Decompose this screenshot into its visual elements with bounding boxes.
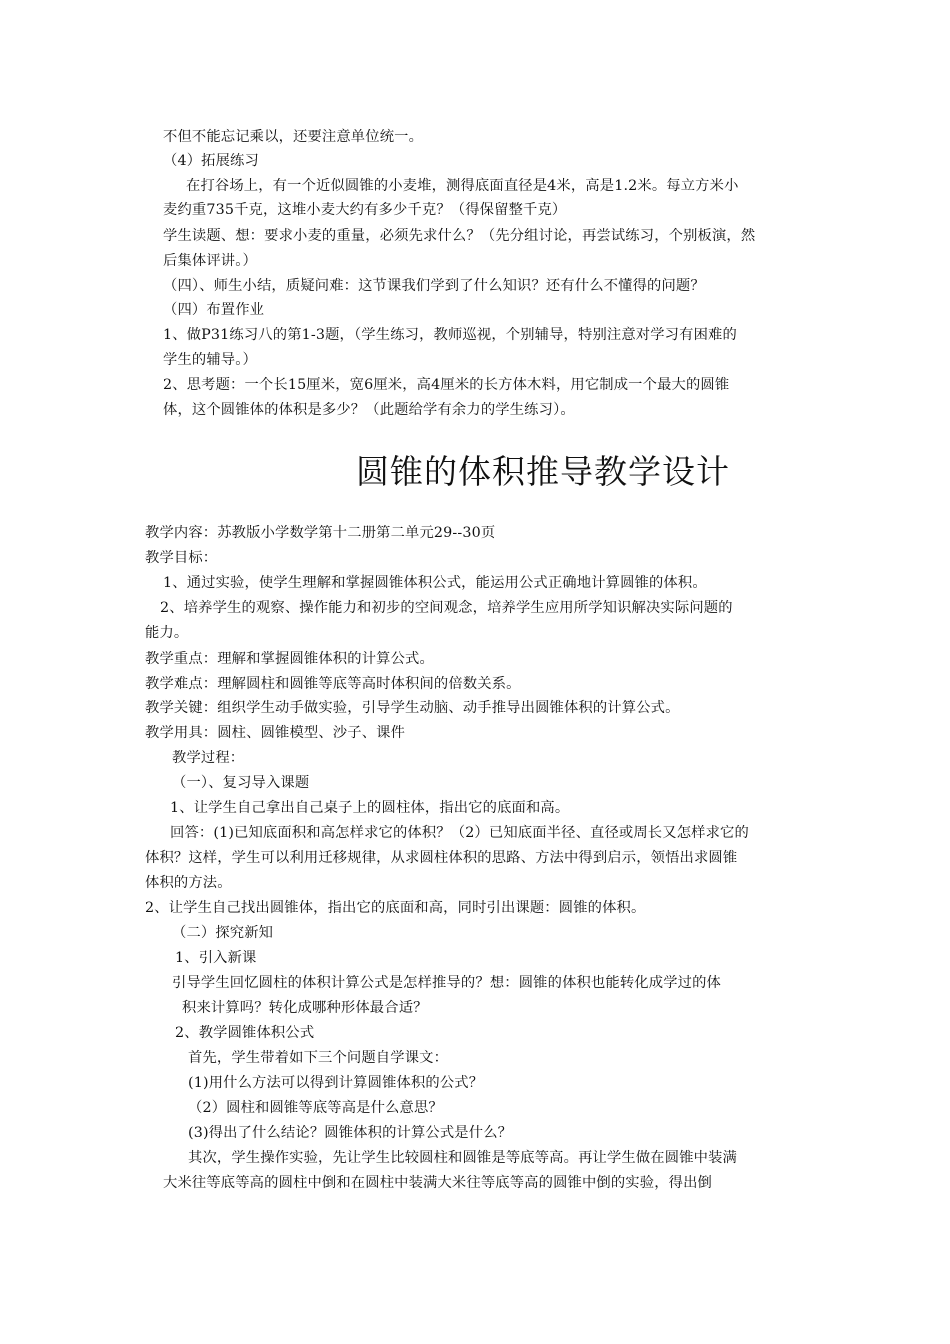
text-line: 2、让学生自己找出圆锥体，指出它的底面和高，同时引出课题：圆锥的体积。 bbox=[145, 900, 646, 916]
text-line: 回答：(1)已知底面积和高怎样求它的体积？（2）已知底面半径、直径或周长又怎样求它的 bbox=[170, 825, 749, 841]
section-heading: （4）拓展练习 bbox=[163, 153, 259, 169]
text-line: 在打谷场上，有一个近似圆锥的小麦堆，测得底面直径是4米，高是1.2米。每立方米小 bbox=[186, 178, 739, 194]
text-line: 其次，学生操作实验，先让学生比较圆柱和圆锥是等底等高。再让学生做在圆锥中装满 bbox=[188, 1150, 737, 1166]
section-heading: （四）布置作业 bbox=[163, 302, 265, 318]
text-line: 2、培养学生的观察、操作能力和初步的空间观念，培养学生应用所学知识解决实际问题的 bbox=[160, 600, 733, 616]
text-line: 积来计算吗？转化成哪种形体最合适？ bbox=[182, 1000, 428, 1016]
text-line: 不但不能忘记乘以，还要注意单位统一。 bbox=[163, 129, 424, 145]
text-line: 体积？这样，学生可以利用迁移规律，从求圆柱体积的思路、方法中得到启示，领悟出求圆锥 bbox=[145, 850, 738, 866]
text-line: 体积的方法。 bbox=[145, 875, 232, 891]
text-line: 体，这个圆锥体的体积是多少？（此题给学有余力的学生练习）。 bbox=[163, 402, 575, 418]
text-line: 能力。 bbox=[145, 625, 189, 641]
text-line: 首先，学生带着如下三个问题自学课文： bbox=[188, 1050, 449, 1066]
text-line: 学生的辅导。） bbox=[163, 352, 257, 368]
section-heading: （四）、师生小结，质疑问难：这节课我们学到了什么知识？还有什么不懂得的问题？ bbox=[163, 278, 705, 294]
text-line: (3)得出了什么结论？圆锥体积的计算公式是什么？ bbox=[188, 1125, 513, 1141]
section-heading: （一）、复习导入课题 bbox=[172, 775, 310, 791]
text-line: 1、做P31练习八的第1-3题，（学生练习，教师巡视，个别辅导，特别注意对学习有困难的 bbox=[163, 327, 737, 343]
text-line: 学生读题、想：要求小麦的重量，必须先求什么？（先分组讨论，再尝试练习，个别板演，然 bbox=[163, 228, 756, 244]
text-line: 教学内容：苏教版小学数学第十二册第二单元29--30页 bbox=[145, 525, 496, 541]
text-line: 教学目标： bbox=[145, 550, 218, 566]
text-line: （2）圆柱和圆锥等底等高是什么意思？ bbox=[188, 1100, 443, 1116]
text-line: 教学重点：理解和掌握圆锥体积的计算公式。 bbox=[145, 651, 434, 667]
section-heading: 1、引入新课 bbox=[175, 950, 257, 966]
text-line: 教学难点：理解圆柱和圆锥等底等高时体积间的倍数关系。 bbox=[145, 676, 521, 692]
text-line: 引导学生回忆圆柱的体积计算公式是怎样推导的？想：圆锥的体积也能转化成学过的体 bbox=[172, 975, 721, 991]
section-heading: 2、教学圆锥体积公式 bbox=[175, 1025, 315, 1041]
section-heading: （二）探究新知 bbox=[172, 925, 274, 941]
text-line: 教学关键：组织学生动手做实验，引导学生动脑、动手推导出圆锥体积的计算公式。 bbox=[145, 700, 680, 716]
text-line: 教学过程： bbox=[172, 750, 245, 766]
text-line: (1)用什么方法可以得到计算圆锥体积的公式？ bbox=[188, 1075, 484, 1091]
text-line: 1、通过实验，使学生理解和掌握圆锥体积公式，能运用公式正确地计算圆锥的体积。 bbox=[163, 575, 707, 591]
text-line: 麦约重735千克，这堆小麦大约有多少千克？（得保留整千克） bbox=[163, 202, 567, 218]
text-line: 教学用具：圆柱、圆锥模型、沙子、课件 bbox=[145, 725, 406, 741]
text-line: 后集体评讲。） bbox=[163, 253, 257, 269]
text-line: 大米往等底等高的圆柱中倒和在圆柱中装满大米往等底等高的圆锥中倒的实验，得出倒 bbox=[163, 1175, 712, 1191]
text-line: 2、思考题：一个长15厘米，宽6厘米，高4厘米的长方体木料，用它制成一个最大的圆锥 bbox=[163, 377, 730, 393]
document-title: 圆锥的体积推导教学设计 bbox=[356, 452, 730, 491]
text-line: 1、让学生自己拿出自己桌子上的圆柱体，指出它的底面和高。 bbox=[170, 800, 570, 816]
